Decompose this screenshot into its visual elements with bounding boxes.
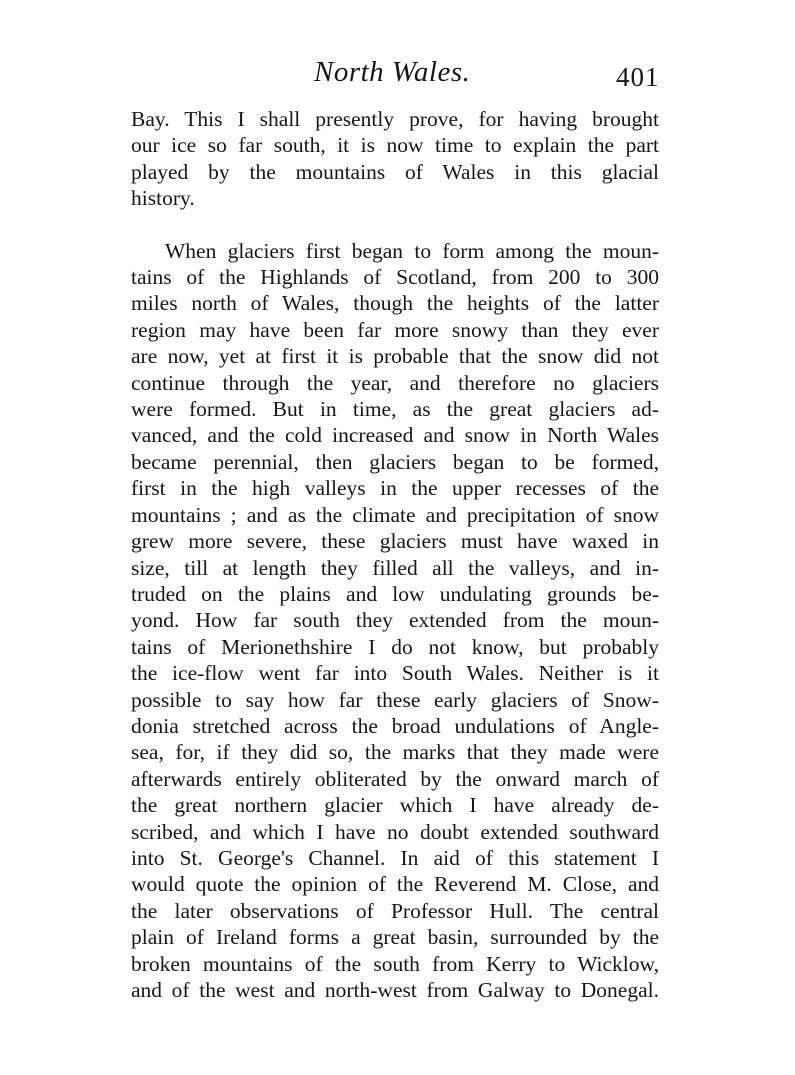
text-line: tains of the Highlands of Scotland, from 200 to 300 xyxy=(131,265,659,290)
text-line: sea, for, if they did so, the marks that they made were xyxy=(131,740,659,765)
text-line: continue through the year, and therefore no glaciers xyxy=(131,370,659,395)
text-line: tains of Merionethshire I do not know, but probably xyxy=(131,634,659,659)
text-line: the great northern glacier which I have already de- xyxy=(131,793,659,818)
body-text xyxy=(131,106,659,1003)
text-line: vanced, and the cold increased and snow in North Wales xyxy=(131,423,659,448)
text-line: are now, yet at first it is probable that the snow did not xyxy=(131,344,659,369)
text-line: size, till at length they filled all the valleys, and in- xyxy=(131,555,659,580)
running-title: North Wales. xyxy=(314,56,471,88)
text-line: mountains ; and as the climate and precipitation of snow xyxy=(131,502,659,527)
page-number: 401 xyxy=(616,62,660,92)
text-line: yond. How far south they extended from the moun- xyxy=(131,608,659,633)
text-line: broken mountains of the south from Kerry to Wicklow, xyxy=(131,951,659,976)
text-line: plain of Ireland forms a great basin, surrounded by the xyxy=(131,925,659,950)
text-line: truded on the plains and low undulating grounds be- xyxy=(131,581,659,606)
text-line: When glaciers first began to form among the moun- xyxy=(165,238,659,263)
text-line: grew more severe, these glaciers must have waxed in xyxy=(131,529,659,554)
paragraph-1 xyxy=(131,106,659,212)
text-line: miles north of Wales, though the heights of the latter xyxy=(131,291,659,316)
text-line: region may have been far more snowy than they ever xyxy=(131,317,659,342)
text-line: into St. George's Channel. In aid of this statement I xyxy=(131,845,659,870)
text-line: history. xyxy=(131,186,195,211)
text-line: afterwards entirely obliterated by the onward march of xyxy=(131,766,659,791)
text-line: were formed. But in time, as the great glaciers ad- xyxy=(131,397,659,422)
running-head xyxy=(0,56,795,96)
text-line: scribed, and which I have no doubt extended southward xyxy=(131,819,659,844)
text-line: the later observations of Professor Hull. The central xyxy=(131,898,659,923)
text-line: and of the west and north-west from Galway to Donegal. xyxy=(131,978,659,1002)
text-line: first in the high valleys in the upper recesses of the xyxy=(131,476,659,501)
paragraph-2 xyxy=(131,238,659,1004)
text-line: donia stretched across the broad undulations of Angle- xyxy=(131,713,659,738)
text-line: Bay. This I shall presently prove, for having brought xyxy=(131,107,659,131)
text-line: would quote the opinion of the Reverend M. Close, and xyxy=(131,872,659,897)
text-line: became perennial, then glaciers began to be formed, xyxy=(131,449,659,474)
text-line: the ice-flow went far into South Wales. Neither is it xyxy=(131,661,659,686)
text-line: possible to say how far these early glaciers of Snow- xyxy=(131,687,659,712)
paragraph-gap xyxy=(131,212,659,238)
text-line: played by the mountains of Wales in this glacial xyxy=(131,159,659,184)
text-line: our ice so far south, it is now time to explain the part xyxy=(131,133,659,158)
